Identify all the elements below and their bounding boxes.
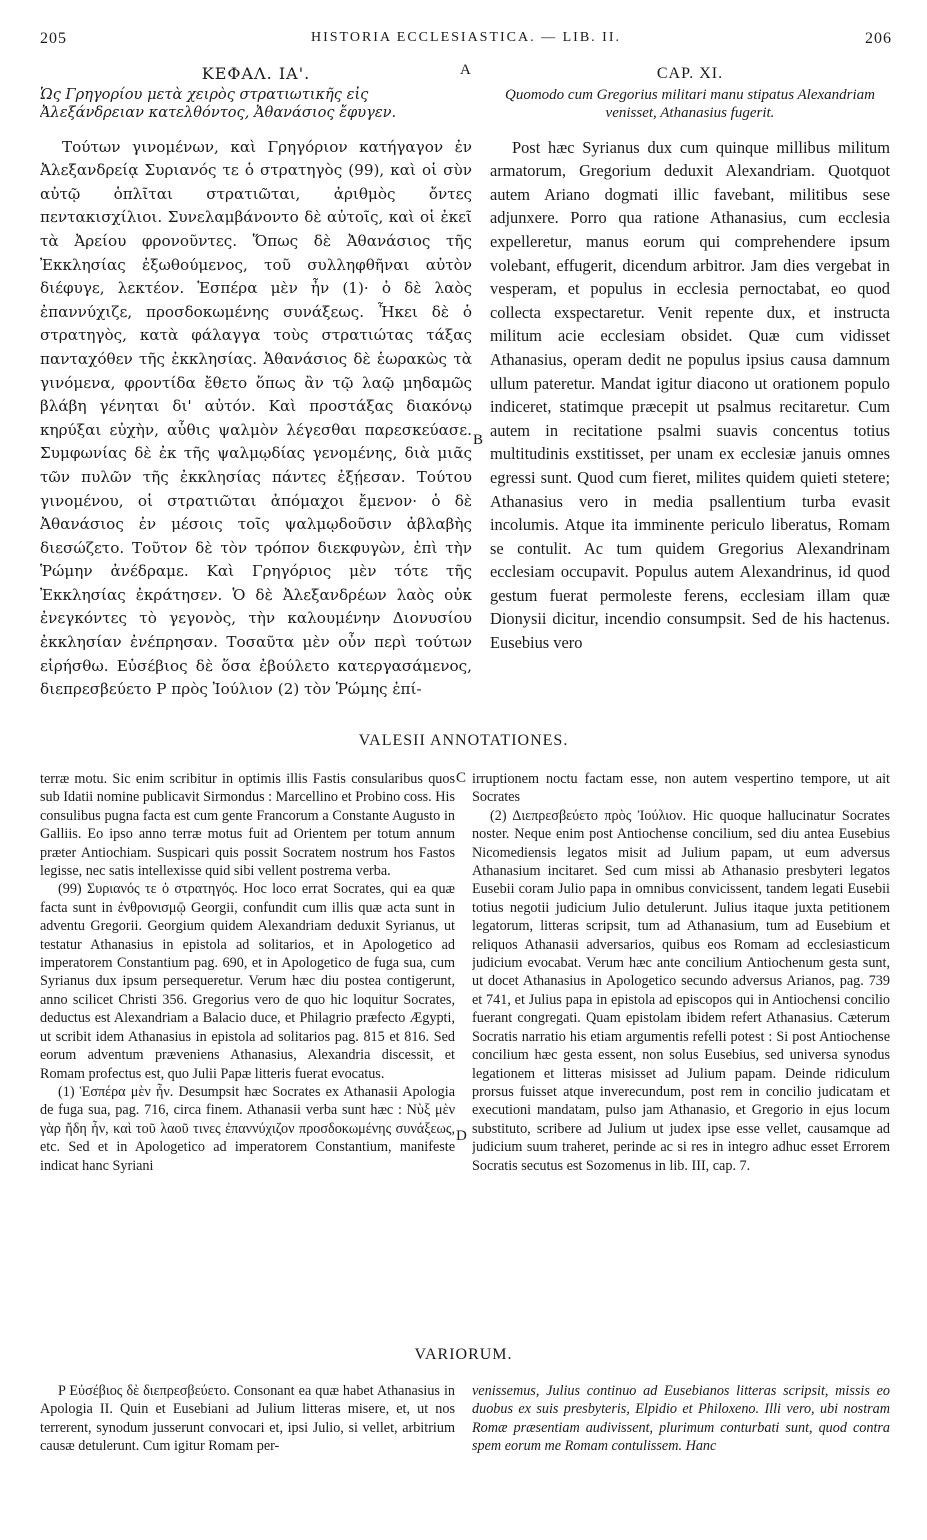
running-title: HISTORIA ECCLESIASTICA. — LIB. II. bbox=[310, 30, 622, 45]
annotations-left-column bbox=[40, 770, 455, 1360]
variorum-paragraph: P Εὐσέβιος δὲ διεπρεσβεύετο. Consonant ea quæ habet Athanasius in Apologia II. Quin et Eusebiani ad Julium litteras misere, et, ut nos terrerent, synodum jusserunt convocari et, ipsi Julio, si vellet, arbitrium causæ detulerunt. Cum igitur Romam per- bbox=[40, 1383, 455, 1455]
greek-text: Τούτων γινομένων, καὶ Γρηγόριον κατήγαγον ἐν Ἀλεξανδρείᾳ Συριανός τε ὁ στρατηγὸς (99), καὶ οἱ σὺν αὐτῷ ὁπλῖται στρατιῶται, ἀριθμὸς ὄντες πεντακισχίλιοι. Συνελαμβάνοντο δὲ αὐτοῖς, καὶ οἱ ἐκεῖ τὰ Ἀρείου φρονοῦντες. Ὅπως δὲ Ἀθανάσιος τῆς Ἐκκλησίας ἐξωθούμενος, τοῦ συλληφθῆναι αὐτὸν διέφυγε, λεκτέον. Ἑσπέρα μὲν ἦν (1)· ὁ δὲ λαὸς ἐπαννύχιζε, προσδοκωμένης συνάξεως. Ἧκει δὲ ὁ στρατηγὸς, κατὰ φάλαγγα τοὺς στρατιώτας τάξας πανταχόθεν τῆς ἐκκλησίας. Ἀθανάσιος δὲ ἑωρακὼς τὰ γινόμενα, φροντίδα ἔθετο ὅπως ἂν τῷ λαῷ μηδαμῶς βλάβη γένηται δι' αὐτόν. Καὶ προστάξας διακόνῳ κηρύξαι εὐχὴν, αὖθις ψαλμὸν λέγεσθαι παρεσκεύασε. Συμφωνίας δὲ ἐκ τῆς ψαλμῳδίας γενομένης, διὰ μιᾶς τῶν πυλῶν τῆς ἐκκλησίας πάντες ἐξῄεσαν. Τούτου γινομένου, οἱ στρατιῶται ἀπόμαχοι ἔμενον· ὁ δὲ Ἀθανάσιος ἐν μέσοις τοῖς ψαλμῳδοῦσιν ἀβλαβὴς διεσώζετο. Τοῦτον δὲ τὸν τρόπον διεκφυγὼν, ἐπὶ τὴν Ῥώμην ἀνέδραμε. Καὶ Γρηγόριος μὲν τότε τῆς Ἐκκλησίας ἐκράτησεν. Ὁ δὲ Ἀλεξανδρέων λαὸς οὐκ ἐνεγκόντες τὸ γεγονὸς, τὴν καλουμένην Διονυσίου ἐκκλησίαν ἐνέπρησαν. Τοσαῦτα μὲν οὖν περὶ τούτων εἰρήσθω. Εὐσέβιος δὲ ὅσα ἐβούλετο κατεργασάμενος, διεπρεσβεύετο P πρὸς Ἰούλιον (2) τὸν Ῥώμης ἐπί- bbox=[40, 137, 472, 699]
annotations-title: VALESII ANNOTATIONES. bbox=[358, 732, 569, 749]
latin-chapter-subtitle: Quomodo cum Gregorius militari manu stipatus Alexandriam venisset, Athanasius fugerit. bbox=[505, 86, 875, 121]
variorum-title: VARIORUM. bbox=[414, 1346, 513, 1363]
greek-column bbox=[40, 62, 472, 702]
variorum-left-column bbox=[40, 1382, 455, 1512]
greek-chapter-heading: ΚΕΦΑΛ. ΙΑ'. bbox=[201, 64, 311, 83]
annotation-paragraph: (1) Ἑσπέρα μὲν ἦν. Desumpsit hæc Socrates ex Athanasii Apologia de fuga sua, pag. 716, circa finem. Athanasii verba sunt hæc : Νὺξ μὲν γὰρ ἤδη ἦν, καὶ τοῦ λαοῦ τινες ἐπαννύχιζον προσδοκωμένης συνάξεως, etc. Sed et in Apologetico ad imperatorem Constantium, manifeste indicat hanc Syriani bbox=[40, 1083, 455, 1174]
page-number-left: 205 bbox=[40, 30, 67, 47]
margin-letter-a: A bbox=[460, 62, 471, 78]
annotations-right-column bbox=[472, 770, 890, 1360]
variorum-right-column bbox=[472, 1382, 890, 1512]
variorum-paragraph: venissemus, Julius continuo ad Eusebianos litteras scripsit, missis eo duobus ex suis presbyteris, Elpidio et Philoxeno. Illi vero, ubi nostram Romæ præsentiam audivissent, plurimum conturbati sunt, quod contra spem eorum me Romam contulissem. Hanc bbox=[472, 1383, 890, 1455]
latin-text: Post hæc Syrianus dux cum quinque millibus militum armatorum, Gregorium deduxit Alexandriam. Quotquot autem Ariano dogmati illic favebant, militibus sese adjunxere. Porro qua ratione Athanasius, cum ecclesia expelleretur, manus eorum qui comprehendere ipsum volebant, effugerit, dicendum arbitror. Jam dies vergebat in vesperam, et populus in ecclesia pernoctabat, eo quod collecta exspectaretur. Venit repente dux, et instructa militum acie ecclesiam obsidet. Quæ cum vidisset Athanasius, operam dedit ne populus ipsius causa damnum ullum pateretur. Mandat igitur diacono ut orationem populo indiceret, statimque præcepit ut psalmus recitaretur. Cum autem in recitatione psalmi suavis concentus totius multitudinis exstitisset, per unam ex ecclesiæ januis omnes egressi sunt. Quod cum fieret, milites quidem quieti stetere; Athanasius vero in media psallentium turba evasit incolumis. Atque ita imminente periculo liberatus, Romam se contulit. Ac tum quidem Gregorius Alexandrinam ecclesiam occupavit. Populus autem Alexandrinus, id quod gestum fuerat permoleste ferens, ecclesiam illam quæ Dionysii dicitur, incendio consumpsit. Sed de his hactenus. Eusebius vero bbox=[490, 137, 890, 653]
annotation-paragraph: (99) Συριανός τε ὁ στρατηγός. Hoc loco errat Socrates, qui ea quæ facta sunt in ἐνθρονισμῷ Georgii, confundit cum illis quæ acta sunt in adventu Gregorii. Georgium quidem Alexandriam deduxit Syrianus, ut testatur Athanasius in epistola ad solitarios, et in Apologetico ad imperatorem Constantium pag. 690, et in Apologetico de fuga sua, cum Syrianus dux ipsum persequeretur. Verum hæc diu postea contigerunt, anno scilicet Christi 356. Gregorius vero de quo hic loquitur Socrates, deductus est Alexandriam a Balacio duce, et Philagrio præfecto Ægypti, ut scribit idem Athanasius in epistola ad solitarios pag. 815 et 816. Sed eorum adventum præveniens Athanasius, Alexandria discessit, et Romam profectus est, quo Julii Papæ litteris fuerat evocatus. bbox=[40, 881, 455, 1082]
greek-chapter-subtitle: Ὡς Γρηγορίου μετὰ χειρὸς στρατιωτικῆς εἰς Ἀλεξάνδρειαν κατελθόντος, Ἀθανάσιος ἔφυγεν. bbox=[40, 85, 397, 121]
margin-letter-b: B bbox=[473, 432, 484, 448]
latin-column bbox=[490, 62, 890, 702]
running-head bbox=[40, 30, 892, 52]
page-number-right: 206 bbox=[865, 30, 892, 47]
latin-chapter-heading: CAP. XI. bbox=[656, 65, 724, 82]
annotation-paragraph: terræ motu. Sic enim scribitur in optimis illis Fastis consularibus quos sub Idatii nomine publicavit Sirmondus : Marcellino et Probino coss. His consulibus pugna facta est cum gente Francorum a Constante Augusto in Galliis. Eo ipso anno terræ motus fuit ad Orientem per totum annum præter Antiochiam. Suspicari quis possit Socratem nostrum hos Fastos legisse, nec satis intellexisse quid sibi vellent postrema verba. bbox=[40, 771, 455, 880]
annotation-paragraph: (2) Διεπρεσβεύετο πρὸς Ἰούλιον. Hic quoque hallucinatur Socrates noster. Neque enim post Antiochense concilium, sed diu antea Eusebius Nicomediensis legatos misit ad Julium papam, ut eum adversus Athanasium incitaret. Sed cum missi ab Athanasio presbyteri legatos Eusebii coram Julio papa in omnibus convicissent, tandem legati Eusebii totius negotii judicium Julio detulerunt. Julius itaque juxta petitionem legatorum, litteras scripsit, tum ad Athanasium, tum ad Eusebium et reliquos Athanasii adversarios, quibus eos Romam ad ecclesiasticum judicium evocabat. Verum hæc ante concilium Antiochenum gesta sunt, ut docet Athanasius in Apologetico secundo adversus Arianos, pag. 739 et 741, et Julius papa in epistola ad episcopos qui in Antiochensi concilio fuerant congregati. Quam epistolam ibidem refert Athanasius. Cæterum Socratis narratio his etiam argumentis refelli potest : Si post Antiochense concilium hæc gesta essent, non solus Eusebius, sed universa synodus legationem et litteras misisset ad Julium papam. Deinde ridiculum prorsus fuisset atque inverecundum, post rem in concilio judicatam et executioni mandatam, pulso jam Athanasio, et Gregorio in ejus locum substituto, scribere ad Julium ut judex ipse esse vellet, causamque ad judicium suum traheret, perinde ac si res in integro adhuc esset Errorem Socratis secutus est Sozomenus in lib. III, cap. 7. bbox=[472, 807, 890, 1174]
margin-letter-d: D bbox=[456, 1128, 467, 1144]
margin-letter-c: C bbox=[456, 770, 467, 786]
annotation-paragraph: irruptionem noctu factam esse, non autem vespertino tempore, ut ait Socrates bbox=[472, 771, 890, 806]
